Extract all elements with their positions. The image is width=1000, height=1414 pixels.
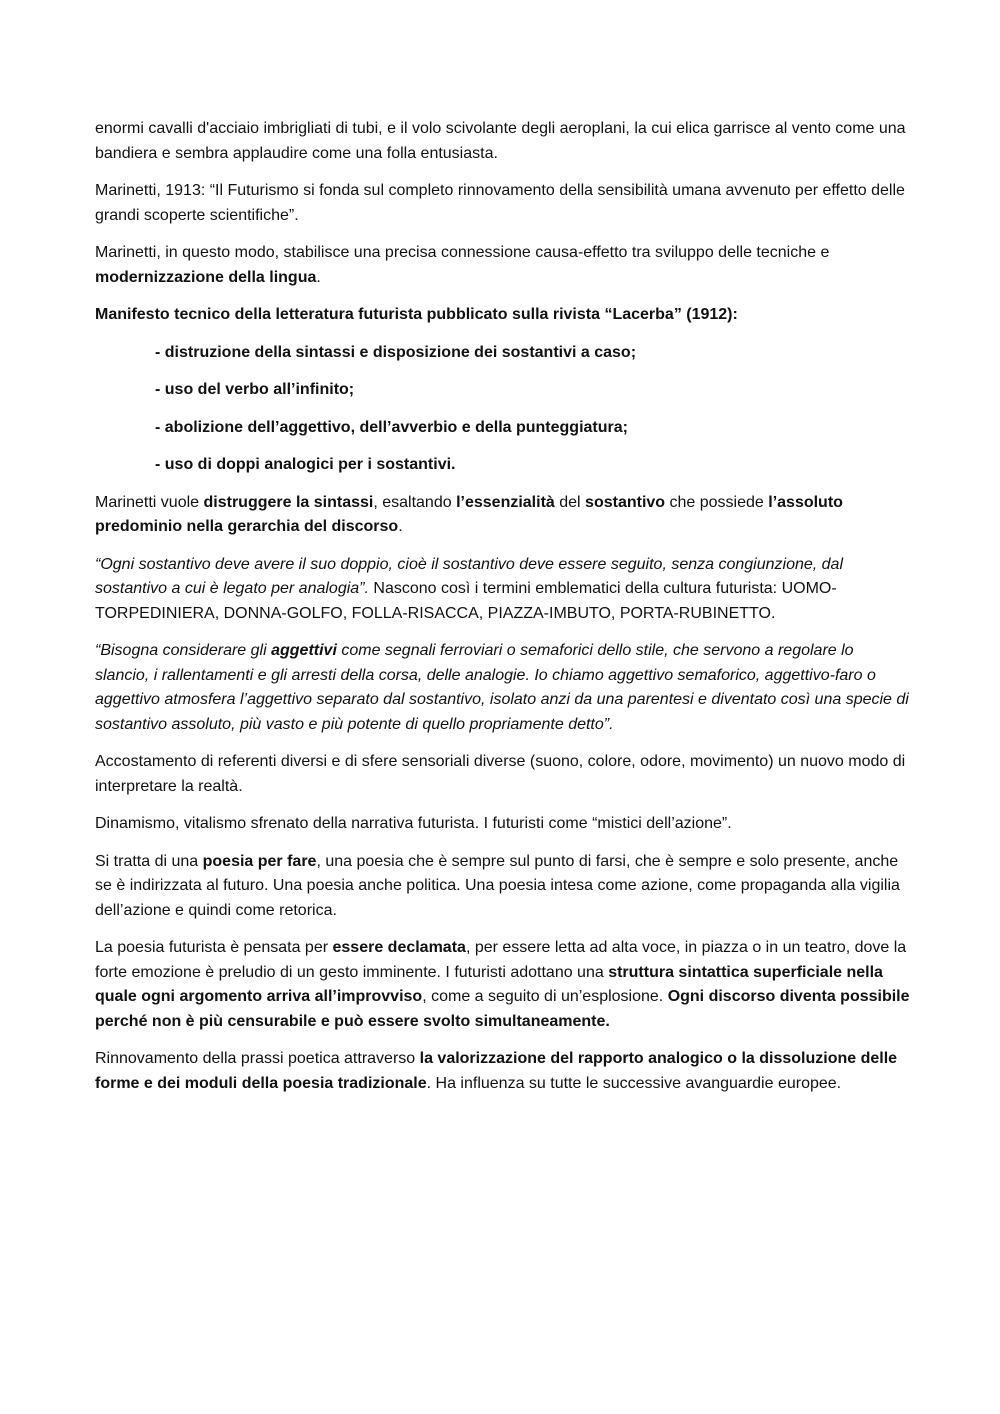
- paragraph-rinnovamento: Rinnovamento della prassi poetica attraverso la valorizzazione del rapporto analogico o la dissoluzione delle forme e dei moduli della poesia tradizionale. Ha influenza su tutte le successive avanguardie europee.: [95, 1050, 898, 1092]
- list-item: - uso di doppi analogici per i sostantivi.: [155, 456, 456, 473]
- paragraph-marinetti-quote-1913: Marinetti, 1913: “Il Futurismo si fonda sul completo rinnovamento della sensibilità umana avvenuto per effetto delle grandi scoperte scientifiche”.: [95, 182, 905, 224]
- paragraph-aggettivi-quote: “Bisogna considerare gli aggettivi come segnali ferroviari o semaforici dello stile, che servono a regolare lo slancio, i rallentamenti e gli arresti della corsa, delle analogie. Io chiamo aggettivo semaforico, aggettivo-faro o aggettivo atmosfera l’aggettivo separato dal sostantivo, isolato anzi da una parentesi e diventato così una specie di sostantivo assoluto, più vasto e più potente di quello propriamente detto”.: [95, 642, 909, 733]
- list-item: - abolizione dell’aggettivo, dell’avverbio e della punteggiatura;: [155, 418, 628, 436]
- list-item: - uso del verbo all’infinito;: [155, 381, 355, 398]
- paragraph-poesia-declamata: La poesia futurista è pensata per essere declamata, per essere letta ad alta voce, in piazza o in un teatro, dove la forte emozione è preludio di un gesto imminente. I futuristi adottano una struttura sintattica superficiale nella quale ogni argomento arriva all’improvviso, come a seguito di un’esplosione. Ogni discorso diventa possibile perché non è più censurabile e può essere svolto simultaneamente.: [95, 939, 910, 1030]
- paragraph-accostamento: Accostamento di referenti diversi e di sfere sensoriali diverse (suono, colore, odore, movimento) un nuovo modo di interpretare la realtà.: [95, 753, 906, 795]
- paragraph-poesia-per-fare: Si tratta di una poesia per fare, una poesia che è sempre sul punto di farsi, che è sempre e solo presente, anche se è indirizzata al futuro. Una poesia anche politica. Una poesia intesa come azione, come propaganda alla vigilia dell’azione e quindi come retorica.: [95, 852, 900, 919]
- manifesto-heading: Manifesto tecnico della letteratura futurista pubblicato sulla rivista “Lacerba” (1912):: [95, 306, 738, 323]
- paragraph-aeroplani: enormi cavalli d'acciaio imbrigliati di tubi, e il volo scivolante degli aeroplani, la cui elica garrisce al vento come una bandiera e sembra applaudire come una folla entusiasta.: [95, 120, 906, 162]
- paragraph-dinamismo: Dinamismo, vitalismo sfrenato della narrativa futurista. I futuristi come “mistici dell’azione”.: [95, 815, 732, 832]
- paragraph-sintassi: Marinetti vuole distruggere la sintassi, esaltando l’essenzialità del sostantivo che possiede l’assoluto predominio nella gerarchia del discorso.: [95, 493, 843, 535]
- paragraph-sostantivo-doppio: “Ogni sostantivo deve avere il suo doppio, cioè il sostantivo deve essere seguito, senza congiunzione, dal sostantivo a cui è legato per analogia”. Nascono così i termini emblematici della cultura futurista: UOMO-TORPEDINIERA, DONNA-GOLFO, FOLLA-RISACCA, PIAZZA-IMBUTO, PORTA-RUBINETTO.: [95, 555, 844, 622]
- document-page: [95, 117, 910, 1109]
- list-item: - distruzione della sintassi e disposizione dei sostantivi a caso;: [155, 343, 637, 361]
- paragraph-causa-effetto: Marinetti, in questo modo, stabilisce una precisa connessione causa-effetto tra sviluppo delle tecniche e modernizzazione della lingua.: [95, 244, 830, 286]
